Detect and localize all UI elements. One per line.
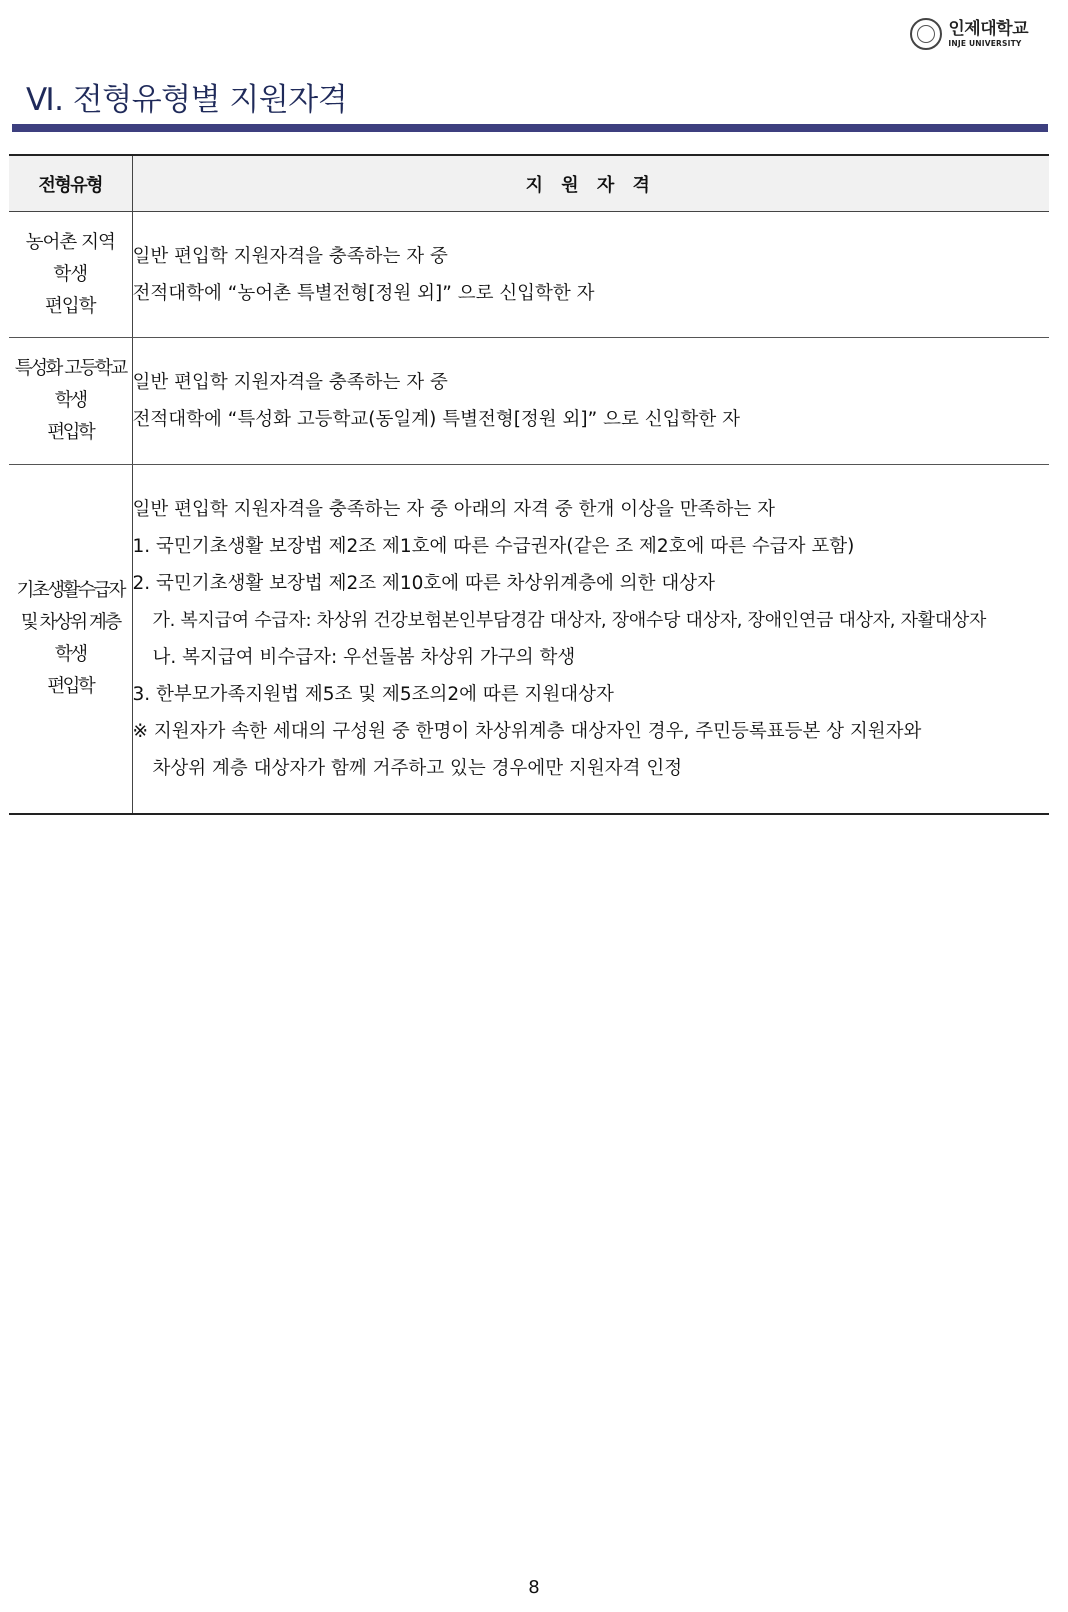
- type-line: 편입학: [44, 295, 96, 317]
- admission-type-cell: [9, 212, 132, 338]
- eligibility-subline: 가. 복지급여 수급자: 차상위 건강보험본인부담경감 대상자, 장애수당 대상자, 장애인연금 대상자, 자활대상자: [152, 610, 987, 631]
- eligibility-cell: [132, 338, 1049, 465]
- type-line: 편입학: [47, 422, 94, 443]
- type-line: 기초생활수급자: [16, 580, 125, 601]
- eligibility-line: 일반 편입학 지원자격을 충족하는 자 중 아래의 자격 중 한개 이상을 만족하는 자: [132, 499, 775, 520]
- eligibility-note-continued: 차상위 계층 대상자가 함께 거주하고 있는 경우에만 지원자격 인정: [152, 758, 683, 779]
- table-row: [9, 338, 1049, 465]
- eligibility-line: 일반 편입학 지원자격을 충족하는 자 중: [132, 372, 448, 393]
- header-admission-type: 전형유형: [9, 155, 132, 212]
- logo-name-korean: 인제대학교: [948, 18, 1028, 39]
- eligibility-line: 전적대학에 “농어촌 특별전형[정원 외]” 으로 신입학한 자: [132, 282, 595, 304]
- eligibility-subline: 나. 복지급여 비수급자: 우선돌봄 차상위 가구의 학생: [152, 647, 576, 668]
- eligibility-note: ※ 지원자가 속한 세대의 구성원 중 한명이 차상위계층 대상자인 경우, 주민등록표등본 상 지원자와: [132, 721, 922, 742]
- type-line: 학생: [54, 644, 86, 665]
- eligibility-line: 3. 한부모가족지원법 제5조 및 제5조의2에 따른 지원대상자: [132, 684, 614, 705]
- admission-type-cell: [9, 338, 132, 465]
- eligibility-line: 일반 편입학 지원자격을 충족하는 자 중: [132, 245, 448, 267]
- type-line: 특성화 고등학교: [14, 358, 126, 379]
- logo-text: [948, 18, 1028, 48]
- table-row: [9, 212, 1049, 338]
- university-seal-icon: [910, 18, 942, 50]
- type-line: 학생: [54, 390, 86, 411]
- admission-type-cell: [9, 465, 132, 815]
- eligibility-line: 전적대학에 “특성화 고등학교(동일계) 특별전형[정원 외]” 으로 신입학한 자: [132, 409, 740, 430]
- eligibility-table: [9, 154, 1049, 815]
- type-line: 편입학: [47, 676, 94, 697]
- type-line: 학생: [53, 263, 88, 285]
- table-row: [9, 465, 1049, 815]
- eligibility-line: 1. 국민기초생활 보장법 제2조 제1호에 따른 수급권자(같은 조 제2호에 따른 수급자 포함): [132, 536, 855, 557]
- type-line: 농어촌 지역: [25, 231, 115, 253]
- logo-name-english: INJE UNIVERSITY: [948, 38, 1022, 48]
- title-underline-bar: [12, 124, 1048, 132]
- page-title: Ⅵ. 전형유형별 지원자격: [26, 82, 348, 118]
- university-logo: [910, 18, 1028, 50]
- type-line: 및 차상위 계층: [20, 612, 120, 633]
- eligibility-cell: [132, 465, 1049, 815]
- table-header-row: [9, 155, 1049, 212]
- eligibility-line: 2. 국민기초생활 보장법 제2조 제10호에 따른 차상위계층에 의한 대상자: [132, 573, 716, 594]
- eligibility-cell: [132, 212, 1049, 338]
- header-eligibility: 지 원 자 격: [132, 155, 1049, 212]
- page-number: 8: [528, 1577, 540, 1598]
